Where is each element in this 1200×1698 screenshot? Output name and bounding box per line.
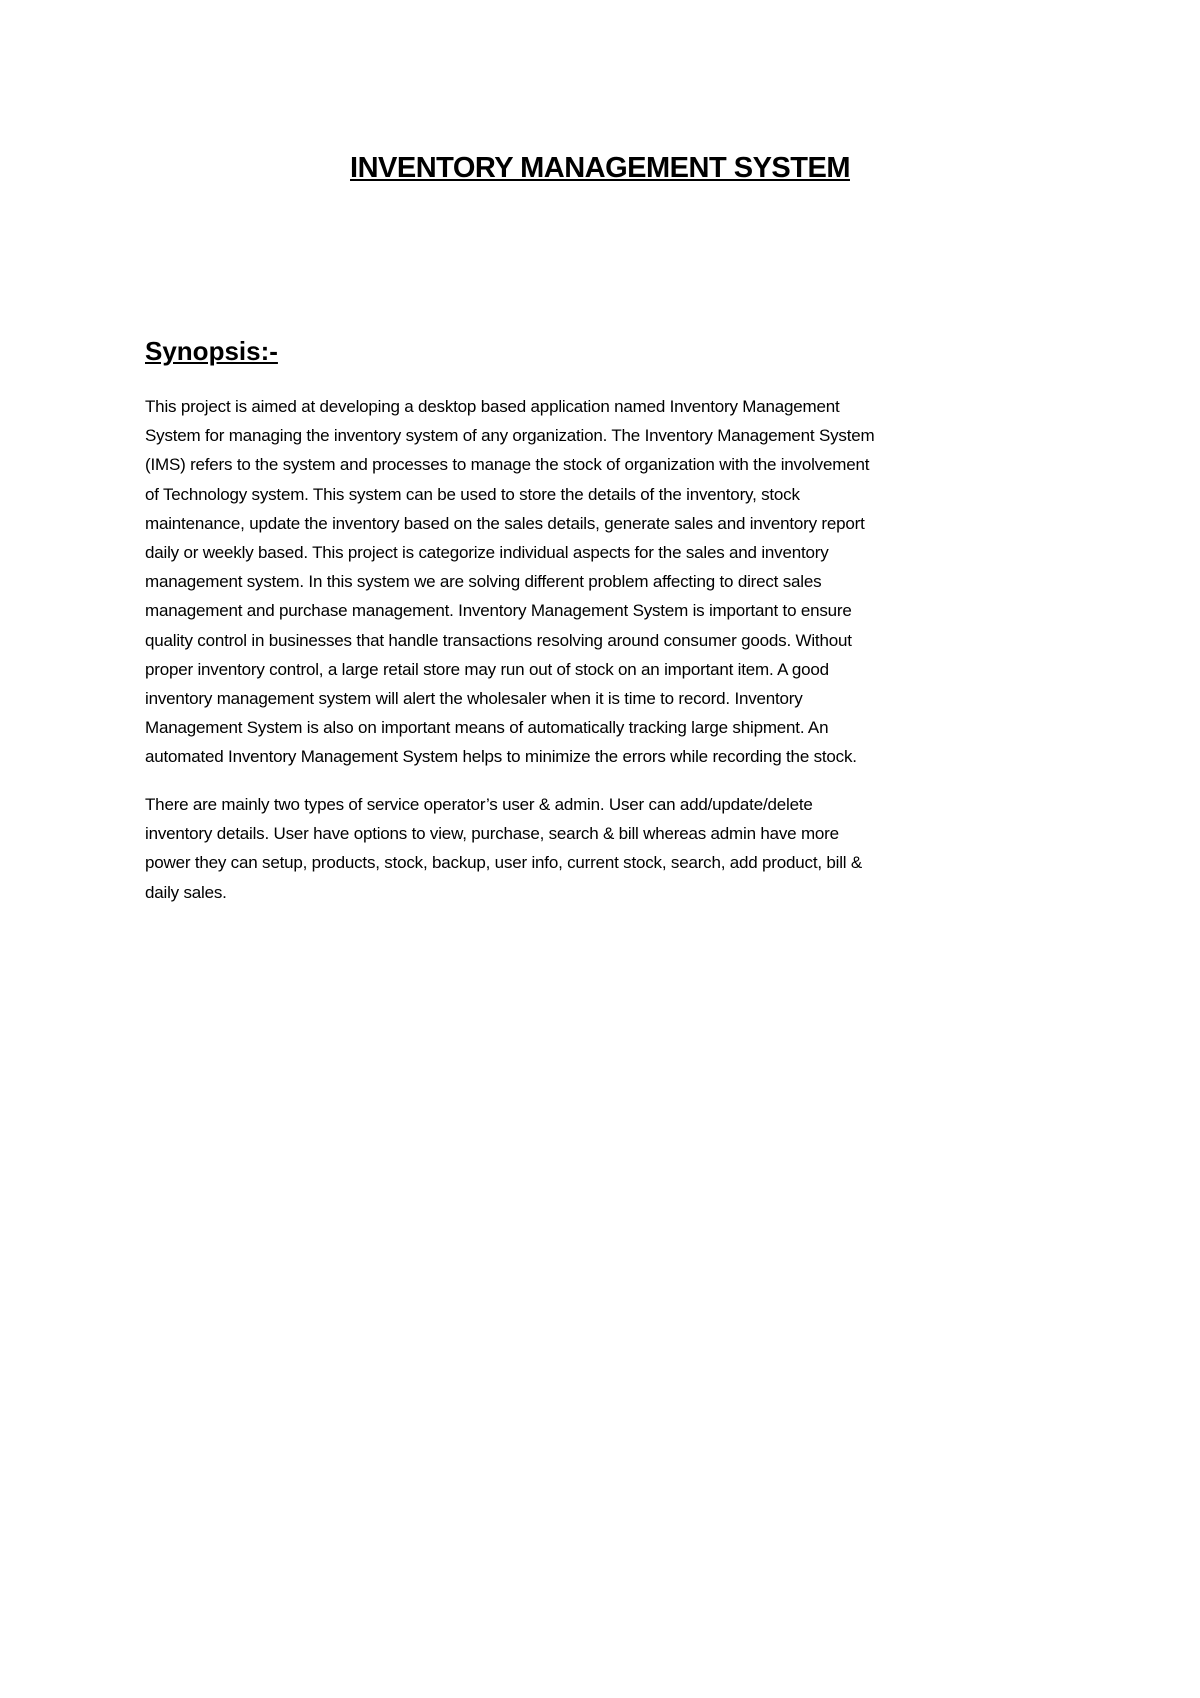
paragraph-line: management system. In this system we are solving different problem affecting to direct sales [145,572,822,592]
paragraph-line: daily sales. [145,882,227,902]
document-title: INVENTORY MANAGEMENT SYSTEM [350,152,850,184]
paragraph-line: There are mainly two types of service operator’s user & admin. User can add/update/delete [145,795,813,814]
paragraph-line: inventory details. User have options to view, purchase, search & bill whereas admin have more [145,824,839,844]
paragraph-line: (IMS) refers to the system and processes to manage the stock of organization with the involvement [145,455,870,475]
paragraph-line: daily or weekly based. This project is categorize individual aspects for the sales and inventory [145,542,829,562]
paragraph-line: management and purchase management. Inventory Management System is important to ensure [145,601,852,621]
paragraph-line: of Technology system. This system can be used to store the details of the inventory, stock [145,484,800,504]
paragraph-line: System for managing the inventory system of any organization. The Inventory Management System [145,426,875,446]
paragraph-line: power they can setup, products, stock, backup, user info, current stock, search, add product, bill & [145,853,863,873]
paragraph-line: automated Inventory Management System helps to minimize the errors while recording the stock. [145,747,857,767]
paragraph-line: This project is aimed at developing a desktop based application named Inventory Management [145,397,840,416]
paragraph-line: maintenance, update the inventory based on the sales details, generate sales and inventory report [145,513,865,533]
paragraph-line: proper inventory control, a large retail store may run out of stock on an important item. A good [145,659,829,679]
synopsis-paragraph-1 [145,392,874,771]
paragraph-line: inventory management system will alert the wholesaler when it is time to record. Inventory [145,688,803,708]
section-heading-synopsis: Synopsis:- [145,336,278,366]
synopsis-paragraph-2 [145,790,862,907]
paragraph-line: quality control in businesses that handle transactions resolving around consumer goods. Without [145,630,852,650]
paragraph-line: Management System is also on important means of automatically tracking large shipment. An [145,718,829,738]
